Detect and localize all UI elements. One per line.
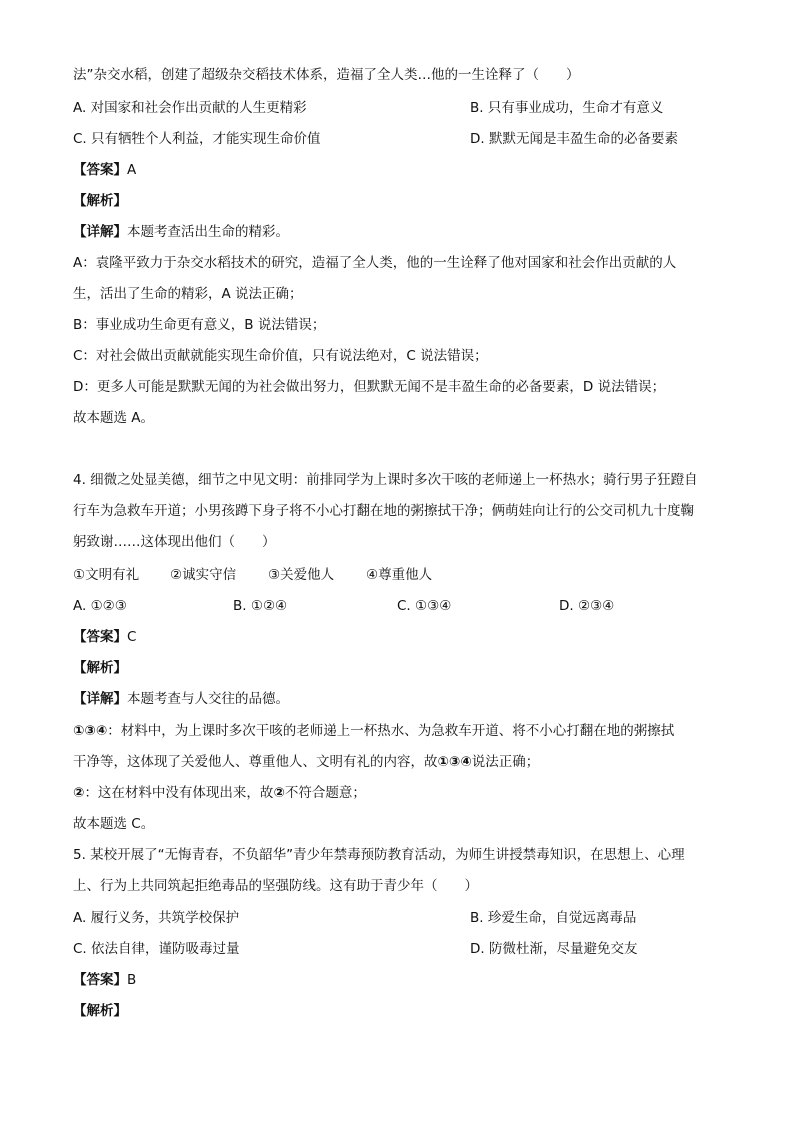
choice-item: ①文明有礼 <box>73 567 140 583</box>
analysis-tag: 【解析】 <box>73 660 127 676</box>
option-c: C. ①③④ <box>397 598 452 614</box>
option-c: C. 只有牺牲个人利益，才能实现生命价值 <box>73 131 321 147</box>
detail-text: 本题考查与人交往的品德。 <box>127 691 289 707</box>
question-stem-line: 躬致谢……这体现出他们（ ） <box>73 534 276 550</box>
option-row <box>73 130 733 148</box>
question-stem-line: 5. 某校开展了“无悔青春，不负韶华”青少年禁毒预防教育活动，为师生讲授禁毒知识，在思想上、心理 <box>73 847 685 863</box>
option-row <box>73 99 733 117</box>
explanation-line: D：更多人可能是默默无闻的为社会做出努力，但默默无闻不是丰盈生命的必备要素，D 说法错误； <box>73 379 666 395</box>
detail-text: 本题考查活出生命的精彩。 <box>127 224 289 240</box>
question-stem-line: 行车为急救车开道；小男孩蹲下身子将不小心打翻在地的粥擦拭干净；俩萌娃向让行的公交司机九十度鞠 <box>73 503 694 519</box>
analysis-tag: 【解析】 <box>73 1003 127 1019</box>
choice-item: ④尊重他人 <box>366 567 433 583</box>
question-stem-line: 法”杂交水稻，创建了超级杂交稻技术体系，造福了全人类…他的一生诠释了（ ） <box>73 67 580 83</box>
option-row <box>73 909 733 927</box>
choice-ref: ② <box>273 785 285 801</box>
analysis-tag: 【解析】 <box>73 193 127 209</box>
choice-ref: ② <box>73 785 85 801</box>
answer-tag: 【答案】 <box>73 629 127 645</box>
question-stem-line: 4. 细微之处显美德，细节之中见文明：前排同学为上课时多次干咳的老师递上一杯热水；骑行男子狂蹬自 <box>73 472 698 488</box>
conclusion-line: 故本题选 C。 <box>73 816 155 832</box>
answer-tag: 【答案】 <box>73 972 127 988</box>
explanation-line: 干净等，这体现了关爱他人、尊重他人、文明有礼的内容，故①③④说法正确； <box>73 754 540 770</box>
option-a: A. 履行义务，共筑学校保护 <box>73 910 240 926</box>
explanation-line: C：对社会做出贡献就能实现生命价值，只有说法绝对，C 说法错误； <box>73 348 488 364</box>
explanation-line: B：事业成功生命更有意义，B 说法错误； <box>73 317 326 333</box>
option-b: B. 只有事业成功，生命才有意义 <box>470 100 664 116</box>
answer-value: C <box>127 629 137 645</box>
explanation-line: 生，活出了生命的精彩，A 说法正确； <box>73 286 303 302</box>
question-stem-line: 上、行为上共同筑起拒绝毒品的坚强防线。这有助于青少年（ ） <box>73 878 478 894</box>
option-d: D. 默默无闻是丰盈生命的必备要素 <box>470 131 678 147</box>
answer-line <box>73 628 136 646</box>
answer-line <box>73 161 136 179</box>
option-a: A. ①②③ <box>73 598 127 614</box>
option-d: D. ②③④ <box>559 598 615 614</box>
detail-line <box>73 223 289 241</box>
detail-line <box>73 690 289 708</box>
answer-line <box>73 971 136 989</box>
detail-tag: 【详解】 <box>73 691 127 707</box>
choice-ref: ①③④ <box>73 723 108 739</box>
choice-item: ③关爱他人 <box>268 567 335 583</box>
option-b: B. ①②④ <box>233 598 288 614</box>
option-c: C. 依法自律，谨防吸毒过量 <box>73 941 240 957</box>
option-d: D. 防微杜渐，尽量避免交友 <box>470 941 638 957</box>
conclusion-line: 故本题选 A。 <box>73 410 155 426</box>
explanation-line: ①③④：材料中，为上课时多次干咳的老师递上一杯热水、为急救车开道、将不小心打翻在地的粥擦拭 <box>73 723 675 739</box>
choice-ref: ①③④ <box>437 754 472 770</box>
detail-tag: 【详解】 <box>73 224 127 240</box>
answer-tag: 【答案】 <box>73 162 127 178</box>
option-a: A. 对国家和社会作出贡献的人生更精彩 <box>73 100 307 116</box>
explanation-line: ②：这在材料中没有体现出来，故②不符合题意； <box>73 785 366 801</box>
option-row <box>73 940 733 958</box>
answer-value: B <box>127 972 137 988</box>
choice-item: ②诚实守信 <box>170 567 237 583</box>
option-b: B. 珍爱生命，自觉远离毒品 <box>470 910 637 926</box>
answer-value: A <box>127 162 137 178</box>
explanation-line: A：袁隆平致力于杂交水稻技术的研究，造福了全人类，他的一生诠释了他对国家和社会作出贡献的人 <box>73 255 677 271</box>
